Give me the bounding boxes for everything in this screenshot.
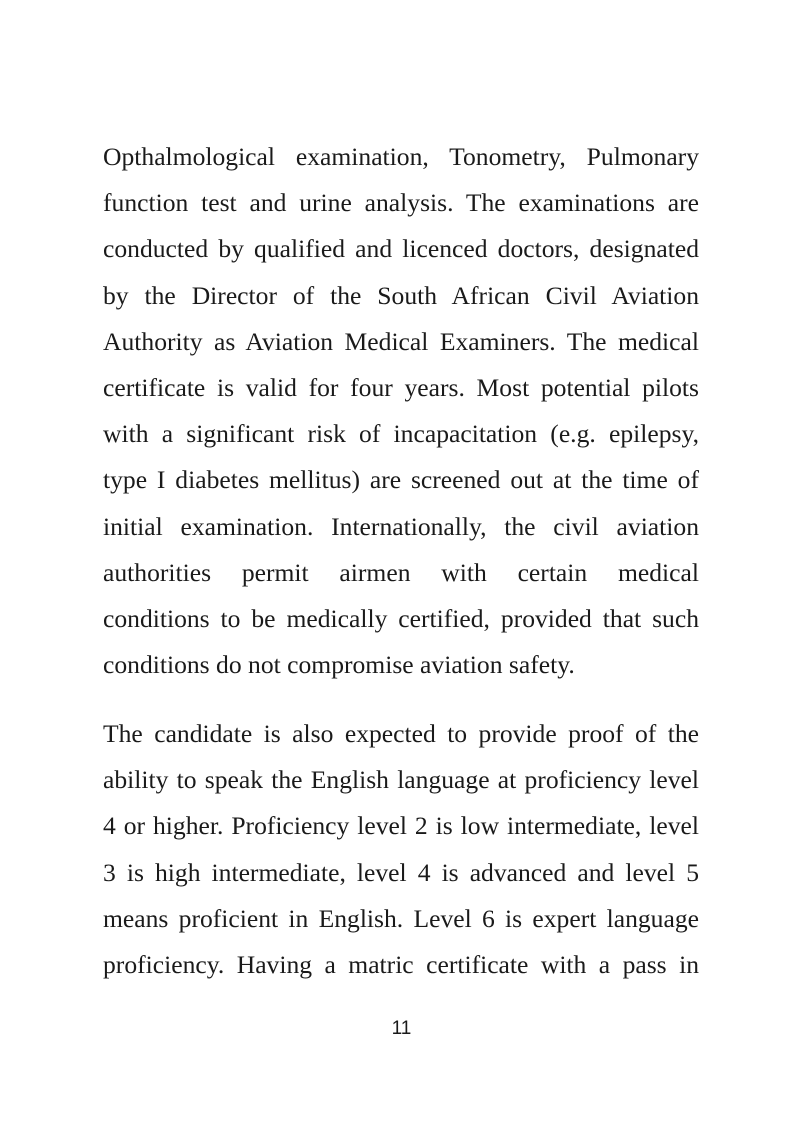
text-line: with a significant risk of incapacitation (e.g. epilepsy, <box>103 419 699 449</box>
text-line: by the Director of the South African Civil Aviation <box>103 280 699 310</box>
text-line: conditions to be medically certified, provided that such <box>103 604 699 634</box>
text-line: 3 is high intermediate, level 4 is advanced and level 5 <box>103 857 699 887</box>
text-line: proficiency. Having a matric certificate with a pass in <box>103 950 699 980</box>
text-line: Opthalmological examination, Tonometry, Pulmonary <box>103 142 699 171</box>
text-line: initial examination. Internationally, the civil aviation <box>103 511 699 541</box>
text-line: conditions do not compromise aviation safety. <box>103 650 575 680</box>
text-line: 4 or higher. Proficiency level 2 is low intermediate, level <box>103 811 699 841</box>
text-line: certificate is valid for four years. Most potential pilots <box>103 373 699 403</box>
text-line: conducted by qualified and licenced doctors, designated <box>103 234 699 264</box>
text-line: Authority as Aviation Medical Examiners. The medical <box>103 326 699 356</box>
paragraph-english-proficiency <box>103 711 699 988</box>
page-number: 11 <box>391 1018 412 1039</box>
text-line: function test and urine analysis. The examinations are <box>103 188 699 218</box>
paragraph-medical-examination <box>103 134 699 688</box>
text-line: The candidate is also expected to provide proof of the <box>103 719 699 748</box>
text-line: means proficient in English. Level 6 is expert language <box>103 903 699 933</box>
text-line: authorities permit airmen with certain medical <box>103 557 699 587</box>
text-line: ability to speak the English language at proficiency level <box>103 765 699 795</box>
text-line: type I diabetes mellitus) are screened out at the time of <box>103 465 699 495</box>
